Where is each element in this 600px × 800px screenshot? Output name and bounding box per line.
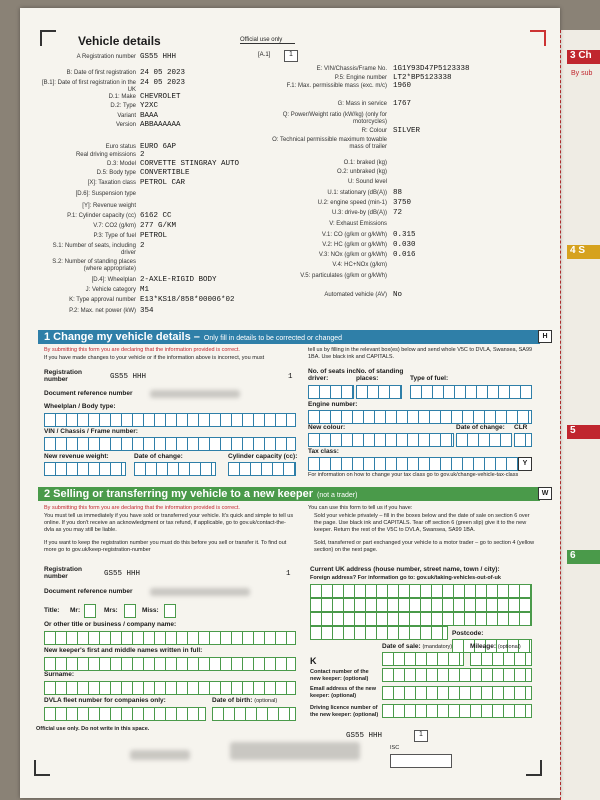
- s2-dob-text: Date of birth:: [212, 697, 253, 704]
- section-1-note: If you have made changes to your vehicle or if the information above is incorrect, you must: [44, 355, 265, 361]
- s2-mileage-text: Mileage:: [470, 643, 497, 650]
- vehicle-field-value: 3750: [393, 199, 412, 207]
- vehicle-field-label: V.3: NOx (g/km or g/kWh): [318, 252, 387, 258]
- vehicle-field-value: M1: [140, 286, 150, 294]
- s2-address-line-1[interactable]: [310, 584, 532, 598]
- vehicle-field-label: U.3: drive-by (dB(A)): [331, 210, 387, 216]
- vehicle-field-value: 72: [393, 209, 403, 217]
- side-section-3: 3 Ch: [567, 50, 600, 64]
- vehicle-field-label: Q: Power/Weight ratio (kW/kg) (only for motorcycles): [282, 112, 387, 125]
- vehicle-field-label: S.2: Number of standing places (where appropriate): [52, 259, 136, 272]
- s1-seats-input[interactable]: [308, 385, 354, 399]
- vehicle-field-label: D.5: Body type: [96, 170, 136, 176]
- s1-fuel-input[interactable]: [410, 385, 532, 399]
- footer-reg: GS55 HHH: [346, 732, 383, 740]
- vehicle-field-value: 0.016: [393, 251, 416, 259]
- vehicle-field-value: 354: [140, 307, 154, 315]
- section-1-red-note: By submitting this form you are declaring that the information provided is correct.: [44, 347, 240, 353]
- s2-mileage-label: [470, 643, 521, 650]
- vehicle-field-label: [B.1]: Date of first registration in the UK: [41, 80, 136, 93]
- s2-address-line-4[interactable]: [310, 626, 448, 640]
- vehicle-field-label: R: Colour: [361, 128, 387, 134]
- s2-miss-box[interactable]: [164, 604, 176, 618]
- vehicle-field-value: CORVETTE STINGRAY AUTO: [140, 160, 240, 168]
- section-2-note2: If you want to keep the registration number you must do this before you sell or transfer it. To find out more go to gov.uk/keep-registration-number: [44, 540, 287, 553]
- vehicle-field-label: P.1: Cylinder capacity (cc): [67, 213, 136, 219]
- vehicle-field-label: P.5: Engine number: [334, 75, 387, 81]
- a1-label: [A.1]: [258, 52, 271, 58]
- redacted-barcode: [230, 742, 360, 760]
- vehicle-field-label: [D.4]: Wheelplan: [91, 277, 136, 283]
- s2-reg-num: 1: [286, 570, 291, 578]
- vehicle-field-value: 2: [140, 151, 145, 159]
- vehicle-field-value: 24 05 2023: [140, 69, 186, 77]
- vehicle-field-label: [X]: Taxation class: [87, 180, 136, 186]
- page-title: Vehicle details: [78, 34, 161, 48]
- section-2-right-note: You can use this form to tell us if you have:: [308, 505, 413, 511]
- vehicle-field-value: 0.315: [393, 231, 416, 239]
- side-section-6: 6: [567, 550, 600, 564]
- vehicle-field-label: Automated vehicle (AV): [324, 292, 387, 298]
- s2-date-sale-input[interactable]: [382, 652, 464, 666]
- s1-tax-label: Tax class:: [308, 448, 339, 455]
- s2-surname-label: Surname:: [44, 671, 74, 678]
- vehicle-field-value: PETROL: [140, 232, 168, 240]
- vehicle-field-label: G: Mass in service: [337, 101, 387, 107]
- vehicle-field-value: No: [393, 291, 403, 299]
- s2-surname-input[interactable]: [44, 681, 296, 695]
- vehicle-field-label: [Y]: Revenue weight: [82, 203, 136, 209]
- s1-wheelplan-label: Wheelplan / Body type:: [44, 403, 116, 410]
- vehicle-field-label: K: Type approval number: [69, 297, 136, 303]
- vehicle-field-value: 0.030: [393, 241, 416, 249]
- vehicle-field-label: B: Date of first registration: [66, 70, 136, 76]
- s2-mrs-box[interactable]: [124, 604, 136, 618]
- footer-official-note: Official use only. Do not write in this space.: [36, 726, 150, 732]
- redacted: [150, 588, 250, 596]
- vehicle-field-value: CONVERTIBLE: [140, 169, 190, 177]
- section-2-tag: W: [538, 487, 552, 500]
- vehicle-field-label: V: Exhaust Emissions: [329, 221, 387, 227]
- vehicle-field-label: F.1: Max. permissible mass (exc. m/c): [286, 83, 387, 89]
- vehicle-field-value: 277 G/KM: [140, 222, 177, 230]
- s2-licence-label: Driving licence number of the new keeper: (optional): [310, 705, 379, 718]
- s2-dob-label: [212, 697, 277, 704]
- s1-wheelplan-input[interactable]: [44, 413, 296, 427]
- s1-seats-label: No. of seats inc. driver:: [308, 368, 358, 382]
- vehicle-field-value: 2: [140, 242, 145, 250]
- s1-colour-input[interactable]: [308, 433, 454, 447]
- s2-date-sale-label: [382, 643, 452, 650]
- s2-contact-input[interactable]: [382, 668, 532, 682]
- s2-mrs-label: Mrs:: [104, 607, 118, 614]
- vehicle-field-label: [D.6]: Suspension type: [75, 191, 136, 197]
- vehicle-field-value: Y2XC: [140, 102, 159, 110]
- s2-email-input[interactable]: [382, 686, 532, 700]
- vehicle-field-value: 2-AXLE-RIGID BODY: [140, 276, 217, 284]
- vehicle-field-label: D.2: Type: [110, 103, 136, 109]
- vehicle-field-label: V.4: HC+NOx (g/km): [332, 262, 387, 268]
- s1-date-change2-input[interactable]: [134, 462, 216, 476]
- vehicle-field-label: V.2: HC (g/km or g/kWh): [322, 242, 387, 248]
- s2-mileage-input[interactable]: [470, 652, 532, 666]
- vehicle-field-label: Euro status: [105, 144, 136, 150]
- s1-clr-input[interactable]: [514, 433, 532, 447]
- vehicle-field-label: A Registration number: [76, 54, 136, 60]
- vehicle-field-label: P.2: Max. net power (kW): [69, 308, 136, 314]
- vehicle-field-value: 1960: [393, 82, 412, 90]
- s1-doc-ref: Document reference number: [44, 390, 133, 397]
- vehicle-field-label: D.1: Make: [108, 94, 136, 100]
- next-page-edge: [560, 30, 600, 800]
- section-2-bullet-1: Sold your vehicle privately – fill in the boxes below and the date of sale on section 6 over the page. Use black ink and CAPITALS. Tear off section 6 (green slip) give it to the new keeper. Return the rest of the V5C to DVLA, Swansea, SA99 1BA.: [314, 513, 530, 533]
- section-1-note-right: tell us by filling in the relevant box(es) below and send whole V5C to DVLA, Swansea, SA99 1BA. Use black ink and CAPITALS.: [308, 347, 533, 360]
- vehicle-field-label: D.3: Model: [106, 161, 136, 167]
- section-1-tag: H: [538, 330, 552, 343]
- s1-revenue-input[interactable]: [44, 462, 126, 476]
- vehicle-field-value: GS55 HHH: [140, 53, 177, 61]
- section-1-title: 1 Change my vehicle details –: [44, 331, 200, 343]
- s2-title-label: Title:: [44, 607, 60, 614]
- s1-fuel-label: Type of fuel:: [410, 375, 449, 382]
- s1-standing-label: No. of standing places:: [356, 368, 404, 382]
- s2-other-title-input[interactable]: [44, 631, 296, 645]
- s1-date-change-label: Date of change:: [456, 424, 505, 431]
- vehicle-field-value: 1G1Y93D47P5123338: [393, 65, 470, 73]
- s2-address-line-3[interactable]: [310, 612, 532, 626]
- vehicle-field-value: 1767: [393, 100, 412, 108]
- vehicle-field-label: V.7: CO2 (g/km): [93, 223, 136, 229]
- vehicle-field-value: LT2*BP5123338: [393, 74, 452, 82]
- vehicle-field-label: U.1: stationary (dB(A)): [327, 190, 387, 196]
- s2-mr-box[interactable]: [84, 604, 96, 618]
- s2-reg-value: GS55 HHH: [104, 570, 141, 578]
- s2-address-line-2[interactable]: [310, 598, 532, 612]
- vehicle-field-value: BAAA: [140, 112, 159, 120]
- s1-engine-label: Engine number:: [308, 401, 358, 408]
- s1-cyl-label: Cylinder capacity (cc):: [228, 453, 298, 460]
- s1-standing-input[interactable]: [356, 385, 402, 399]
- s2-other-title-label: Or other title or business / company name:: [44, 621, 177, 628]
- section-1-subtitle: Only fill in details to be corrected or changed: [203, 335, 343, 342]
- vehicle-field-label: O: Technical permissible maximum towable mass of trailer: [272, 137, 387, 150]
- a1-value: 1: [284, 50, 298, 62]
- s1-tax-info: For information on how to change your tax class go to gov.uk/change-vehicle-tax-class: [308, 472, 519, 478]
- vehicle-field-value: 6162 CC: [140, 212, 172, 220]
- s2-mr-label: Mr:: [70, 607, 81, 614]
- side-section-5: 5: [567, 425, 600, 439]
- s2-fleet-label: DVLA fleet number for companies only:: [44, 697, 166, 704]
- s2-first-names-input[interactable]: [44, 657, 296, 671]
- s2-mileage-optional: (optional): [497, 644, 521, 650]
- footer-isc: ISC: [390, 745, 400, 751]
- s2-doc-ref: Document reference number: [44, 588, 133, 595]
- vehicle-field-label: Version: [115, 122, 136, 128]
- vehicle-field-label: P.3: Type of fuel: [93, 233, 136, 239]
- vehicle-field-value: EURO 6AP: [140, 143, 177, 151]
- s1-vin-label: VIN / Chassis / Frame number:: [44, 428, 138, 435]
- section-2-subtitle: (not a trader): [316, 492, 358, 499]
- vehicle-field-label: V.5: particulates (g/km or g/kWh): [300, 273, 387, 279]
- s1-reg-num: 1: [288, 373, 293, 381]
- vehicle-field-value: PETROL CAR: [140, 179, 186, 187]
- s2-dob-input[interactable]: [212, 707, 296, 721]
- s1-reg-label: Registration number: [44, 369, 82, 383]
- s1-date-change2-label: Date of change:: [134, 453, 183, 460]
- s2-contact-label: Contact number of the new keeper: (optional): [310, 669, 369, 682]
- side-section-4: 4 S: [567, 245, 600, 259]
- s1-reg-value: GS55 HHH: [110, 373, 147, 381]
- section-2-note: You must tell us immediately if you have sold or transferred your vehicle. It's quick and simple to tell us online. If you don't receive an acknowledgment or tax refund, if applicable, go to gov.uk/contact-the-dvla as you may still be liable.: [44, 513, 294, 533]
- corner-mark: [34, 760, 50, 776]
- s2-foreign-label: Foreign address? For information go to: gov.uk/taking-vehicles-out-of-uk: [310, 575, 501, 581]
- s2-email-label: Email address of the new keeper: (optional): [310, 686, 377, 699]
- vehicle-field-value: CHEVROLET: [140, 93, 181, 101]
- s1-colour-date-input[interactable]: [456, 433, 512, 447]
- s2-fleet-input[interactable]: [44, 707, 206, 721]
- s1-tax-y: Y: [518, 457, 532, 471]
- section-2-bullet-2: Sold, transferred or part exchanged your vehicle to a motor trader – go to section 4 (yellow section) on the next page.: [314, 540, 535, 553]
- section-1-header: [38, 330, 540, 344]
- isc-box: [390, 754, 452, 768]
- official-use-label: Official use only: [240, 37, 295, 44]
- vehicle-field-label: V.1: CO (g/km or g/kWh): [321, 232, 387, 238]
- vehicle-field-label: O.2: unbraked (kg): [336, 169, 387, 175]
- vehicle-field-value: ABBAAAAAA: [140, 121, 181, 129]
- s1-cyl-input[interactable]: [228, 462, 296, 476]
- vehicle-field-value: 88: [393, 189, 403, 197]
- vehicle-field-label: S.1: Number of seats, including driver: [52, 243, 136, 256]
- redacted: [150, 390, 240, 398]
- s1-colour-label: New colour:: [308, 424, 346, 431]
- vehicle-field-label: U: Sound level: [347, 179, 387, 185]
- s2-date-sale-text: Date of sale:: [382, 643, 421, 650]
- section-2-title: 2 Selling or transferring my vehicle to a new keeper: [44, 488, 313, 500]
- s2-dob-optional: (optional): [254, 698, 278, 704]
- s2-k-label: K: [310, 656, 317, 666]
- section-2-red-note: By submitting this form you are declaring that the information provided is correct.: [44, 505, 240, 511]
- vehicle-field-value: E13*KS18/858*00006*02: [140, 296, 235, 304]
- section-2-header: [38, 487, 540, 501]
- s1-clr-label: CLR: [514, 424, 528, 431]
- corner-mark: [40, 30, 56, 46]
- vehicle-field-label: Real driving emissions: [75, 152, 136, 158]
- s2-address-label: Current UK address (house number, street name, town / city):: [310, 566, 500, 573]
- s1-vin-input[interactable]: [44, 437, 296, 451]
- s2-licence-input[interactable]: [382, 704, 532, 718]
- s2-postcode-label: Postcode:: [452, 630, 484, 637]
- footer-num: 1: [414, 730, 428, 742]
- vehicle-field-value: SILVER: [393, 127, 421, 135]
- vehicle-field-label: U.2: engine speed (min-1): [317, 200, 387, 206]
- vehicle-field-label: Variant: [117, 113, 136, 119]
- side-text: By sub: [571, 70, 593, 77]
- vehicle-field-label: J: Vehicle category: [85, 287, 136, 293]
- s2-first-names-label: New keeper's first and middle names written in full:: [44, 647, 203, 654]
- redacted: [130, 750, 190, 760]
- vehicle-field-label: O.1: braked (kg): [343, 160, 387, 166]
- vehicle-field-value: 24 05 2023: [140, 79, 186, 87]
- s1-tax-input[interactable]: [308, 457, 520, 471]
- s2-reg-label: Registration number: [44, 566, 82, 580]
- corner-mark: [526, 760, 542, 776]
- s2-date-sale-mandatory: (mandatory): [422, 644, 453, 650]
- s1-revenue-label: New revenue weight:: [44, 453, 109, 460]
- corner-mark: [530, 30, 546, 46]
- s2-miss-label: Miss:: [142, 607, 159, 614]
- vehicle-field-label: E: VIN/Chassis/Frame No.: [316, 66, 387, 72]
- s1-engine-input[interactable]: [308, 410, 532, 424]
